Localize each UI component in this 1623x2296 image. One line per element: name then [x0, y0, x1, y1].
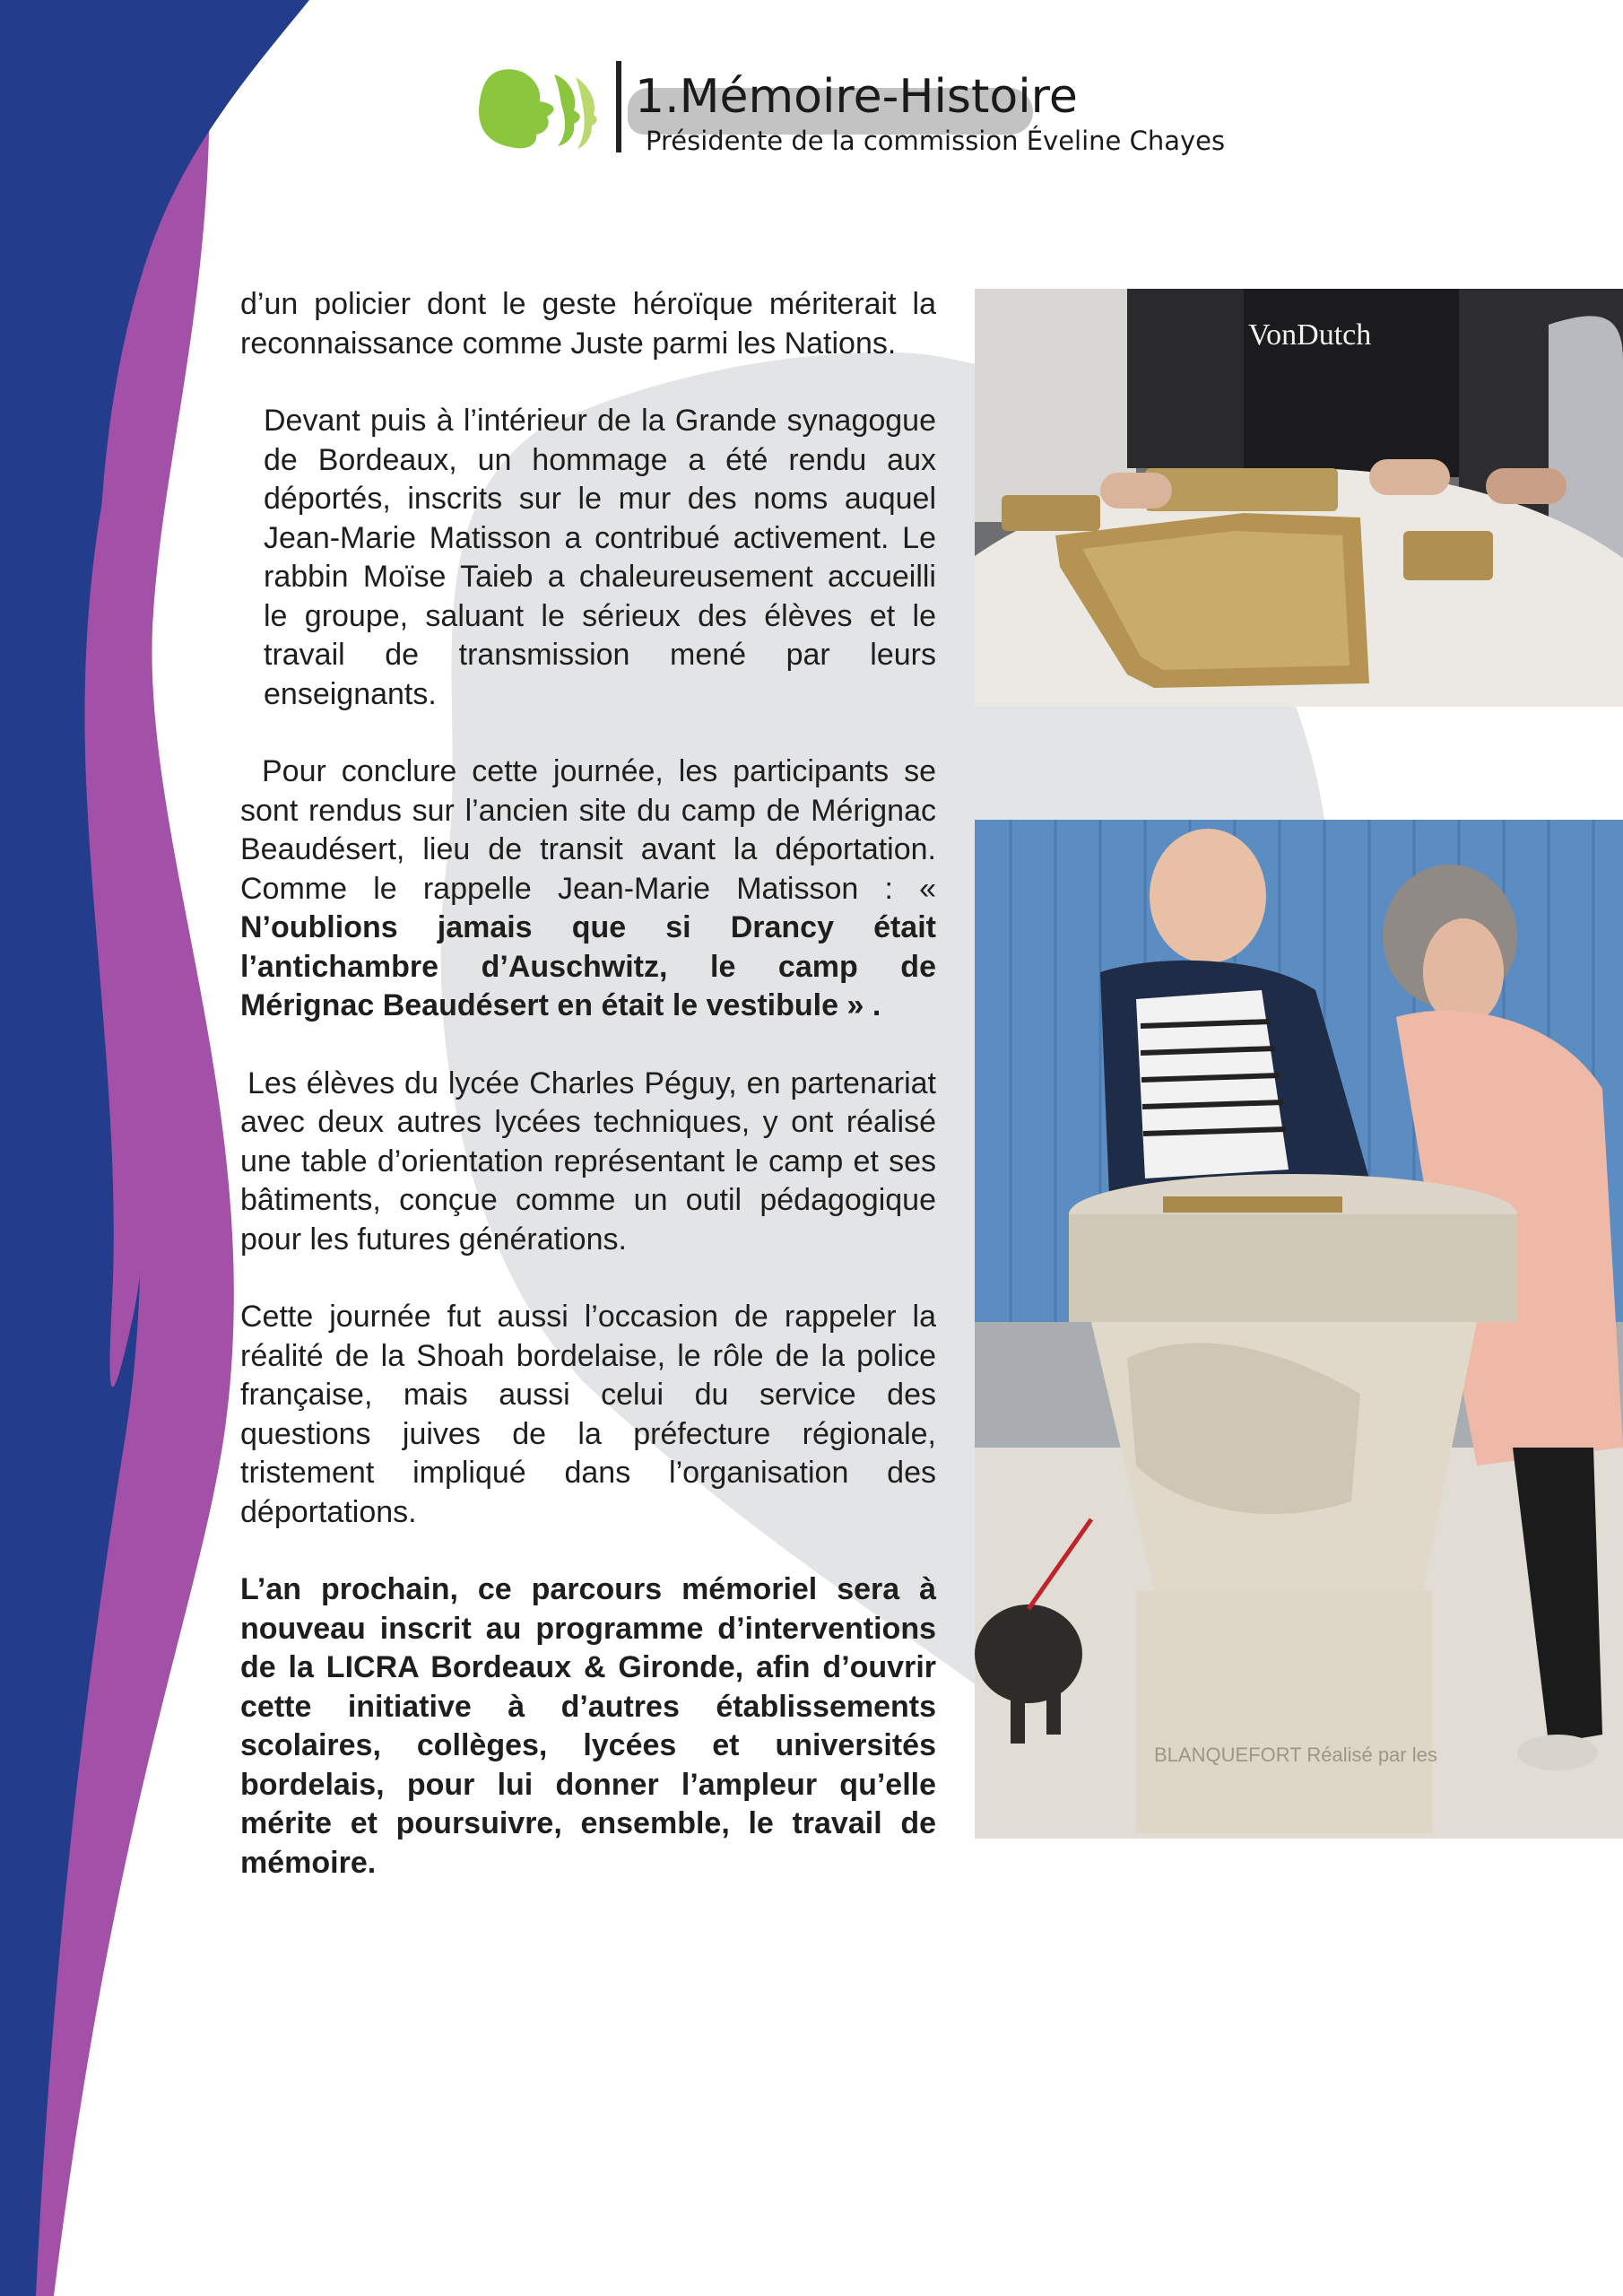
paragraph-1 — [240, 285, 936, 363]
section-title: 1.Mémoire-Histoire — [635, 70, 1078, 124]
monument-inscription: BLANQUEFORT Réalisé par les — [1154, 1744, 1437, 1766]
licra-logo-icon — [475, 61, 601, 160]
sweatshirt-logo: VonDutch — [1248, 318, 1372, 352]
paragraph-3-text — [240, 752, 936, 1026]
paragraph-4 — [240, 1065, 936, 1260]
paragraph-1-text: d’un policier dont le geste héroïque mériterait la reconnaissance comme Juste parmi les Nations. — [240, 287, 936, 361]
paragraph-3-intro: Pour conclure cette journée, les participants se sont rendus sur l’ancien site du camp de Mérignac Beaudésert, lieu de transit avant la déportation. Comme le rappelle Jean-Marie Matisson : « — [240, 754, 936, 906]
photo-stone-hand-table — [975, 820, 1623, 1839]
paragraph-2-text: Devant puis à l’intérieur de la Grande synagogue de Bordeaux, un hommage a été rendu aux déportés, inscrits sur le mur des noms auquel Jean-Marie Matisson a contribué activement. Le rabbin Moïse Taieb a chaleureusement accueilli le groupe, saluant le sérieux des élèves et le travail de transmission mené par leurs enseignants. — [264, 404, 936, 711]
paragraph-6-text: L’an prochain, ce parcours mémoriel sera à nouveau inscrit au programme d’interventions de la LICRA Bordeaux & Gironde, afin d’ouvrir cette initiative à d’autres établissements scolaires, collèges, lycées et universités bordelais, pour lui donner l’ampleur qu’elle mérite et poursuivre, ensemble, le travail de mémoire. — [240, 1572, 936, 1880]
paragraph-5 — [240, 1298, 936, 1532]
header-divider — [616, 61, 621, 152]
paragraph-2 — [240, 402, 936, 714]
matisson-quote: N’oublions jamais que si Drancy était l’antichambre d’Auschwitz, le camp de Mérignac Beaudésert en était le vestibule » . — [240, 910, 936, 1022]
paragraph-3 — [240, 752, 936, 1026]
section-header — [475, 54, 1282, 161]
paragraph-4-text: Les élèves du lycée Charles Péguy, en partenariat avec deux autres lycées techniques, y ont réalisé une table d’orientation représentant le camp et ses bâtiments, conçue comme un outil pédagogique pour les futures générations. — [240, 1065, 936, 1257]
paragraph-6 — [240, 1570, 936, 1883]
paragraph-5-text: Cette journée fut aussi l’occasion de rappeler la réalité de la Shoah bordelaise, le rôle de la police française, mais aussi celui du service des questions juives de la préfecture régionale, tristement impliqué dans l’organisation des déportations. — [240, 1300, 936, 1529]
section-subtitle: Présidente de la commission Éveline Chayes — [646, 126, 1226, 156]
article-body — [240, 285, 936, 1921]
photo-students-table — [975, 289, 1623, 707]
